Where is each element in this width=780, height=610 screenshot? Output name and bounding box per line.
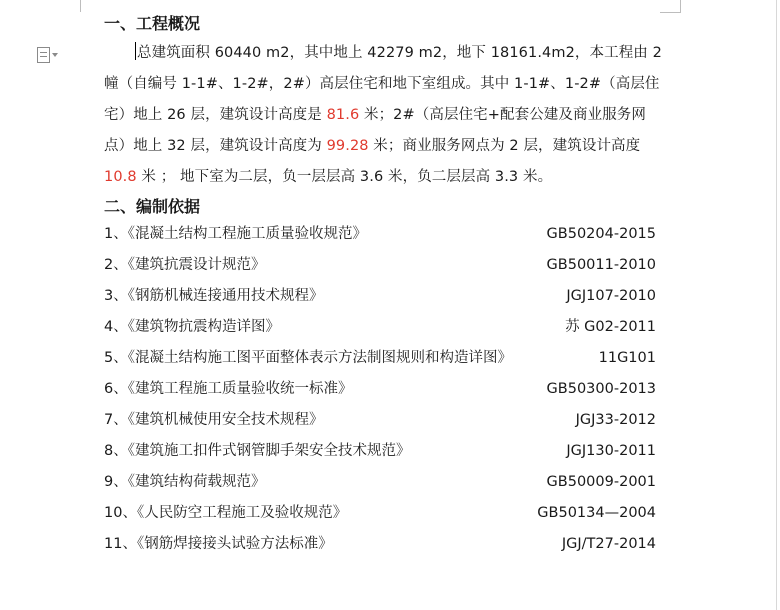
section-heading-basis: 二、编制依据 [104,197,201,216]
reference-code: 11G101 [598,350,656,366]
reference-code: JGJ107-2010 [566,288,656,304]
reference-item[interactable] [104,467,664,498]
reference-item[interactable] [104,250,664,281]
reference-title: 9、《建筑结构荷载规范》 [104,474,266,490]
reference-title: 11、《钢筋焊接接头试验方法标准》 [104,536,333,552]
text-run: 总建筑面积 60440 m2，其中地上 42279 m2，地下 18161.4m2，本工程由 2 幢（自编号 1-1#、1-2#，2#）高层住宅和地下室组成。其中 1-1#、1-2#（高层住宅）地上 26 层，建筑设计高度是 [104,45,662,123]
document-body[interactable] [104,12,664,560]
reference-title: 6、《建筑工程施工质量验收统一标准》 [104,381,353,397]
reference-code: JGJ/T27-2014 [561,536,656,552]
paragraph-menu-button[interactable] [37,46,63,64]
reference-item[interactable] [104,529,664,560]
height-value-1: 81.6 [326,107,360,123]
section-heading-overview: 一、工程概况 [104,14,201,33]
height-value-2: 99.28 [326,138,369,154]
reference-item[interactable] [104,374,664,405]
reference-item[interactable] [104,498,664,529]
reference-item[interactable] [104,281,664,312]
reference-code: GB50300-2013 [546,381,656,397]
height-value-3: 10.8 [104,169,137,185]
reference-title: 5、《混凝土结构施工图平面整体表示方法制图规则和构造详图》 [104,350,512,366]
reference-code: GB50204-2015 [546,226,656,242]
text-run: 米 ； 地下室为二层，负一层层高 3.6 米，负二层层高 3.3 米。 [136,169,553,185]
reference-list [104,219,664,560]
reference-code: 苏 G02-2011 [565,319,656,335]
text-run: 米；商业服务网点为 2 层，建筑设计高度 [368,138,641,154]
reference-code: GB50134—2004 [537,505,656,521]
reference-item[interactable] [104,312,664,343]
reference-item[interactable] [104,436,664,467]
text-cursor [135,42,136,60]
reference-title: 2、《建筑抗震设计规范》 [104,257,266,273]
overview-paragraph[interactable] [104,38,664,193]
reference-title: 3、《钢筋机械连接通用技术规程》 [104,288,324,304]
reference-code: JGJ130-2011 [566,443,656,459]
reference-title: 7、《建筑机械使用安全技术规程》 [104,412,324,428]
reference-item[interactable] [104,219,664,250]
reference-item[interactable] [104,343,664,374]
reference-title: 10、《人民防空工程施工及验收规范》 [104,505,348,521]
reference-title: 8、《建筑施工扣件式钢管脚手架安全技术规范》 [104,443,411,459]
text-run: 米；2#（高层住宅+配套公建及商业服务网点）地上 32 层，建筑设计高度为 [104,107,646,154]
reference-code: GB50009-2001 [546,474,656,490]
reference-title: 4、《建筑物抗震构造详图》 [104,319,280,335]
window-border [776,0,777,610]
reference-title: 1、《混凝土结构工程施工质量验收规范》 [104,226,367,242]
page-corner-mark-right [680,0,681,12]
page-corner-mark-left [80,0,81,12]
reference-code: JGJ33-2012 [575,412,656,428]
document-icon [37,47,50,63]
reference-item[interactable] [104,405,664,436]
chevron-down-icon [52,53,58,57]
reference-code: GB50011-2010 [546,257,656,273]
